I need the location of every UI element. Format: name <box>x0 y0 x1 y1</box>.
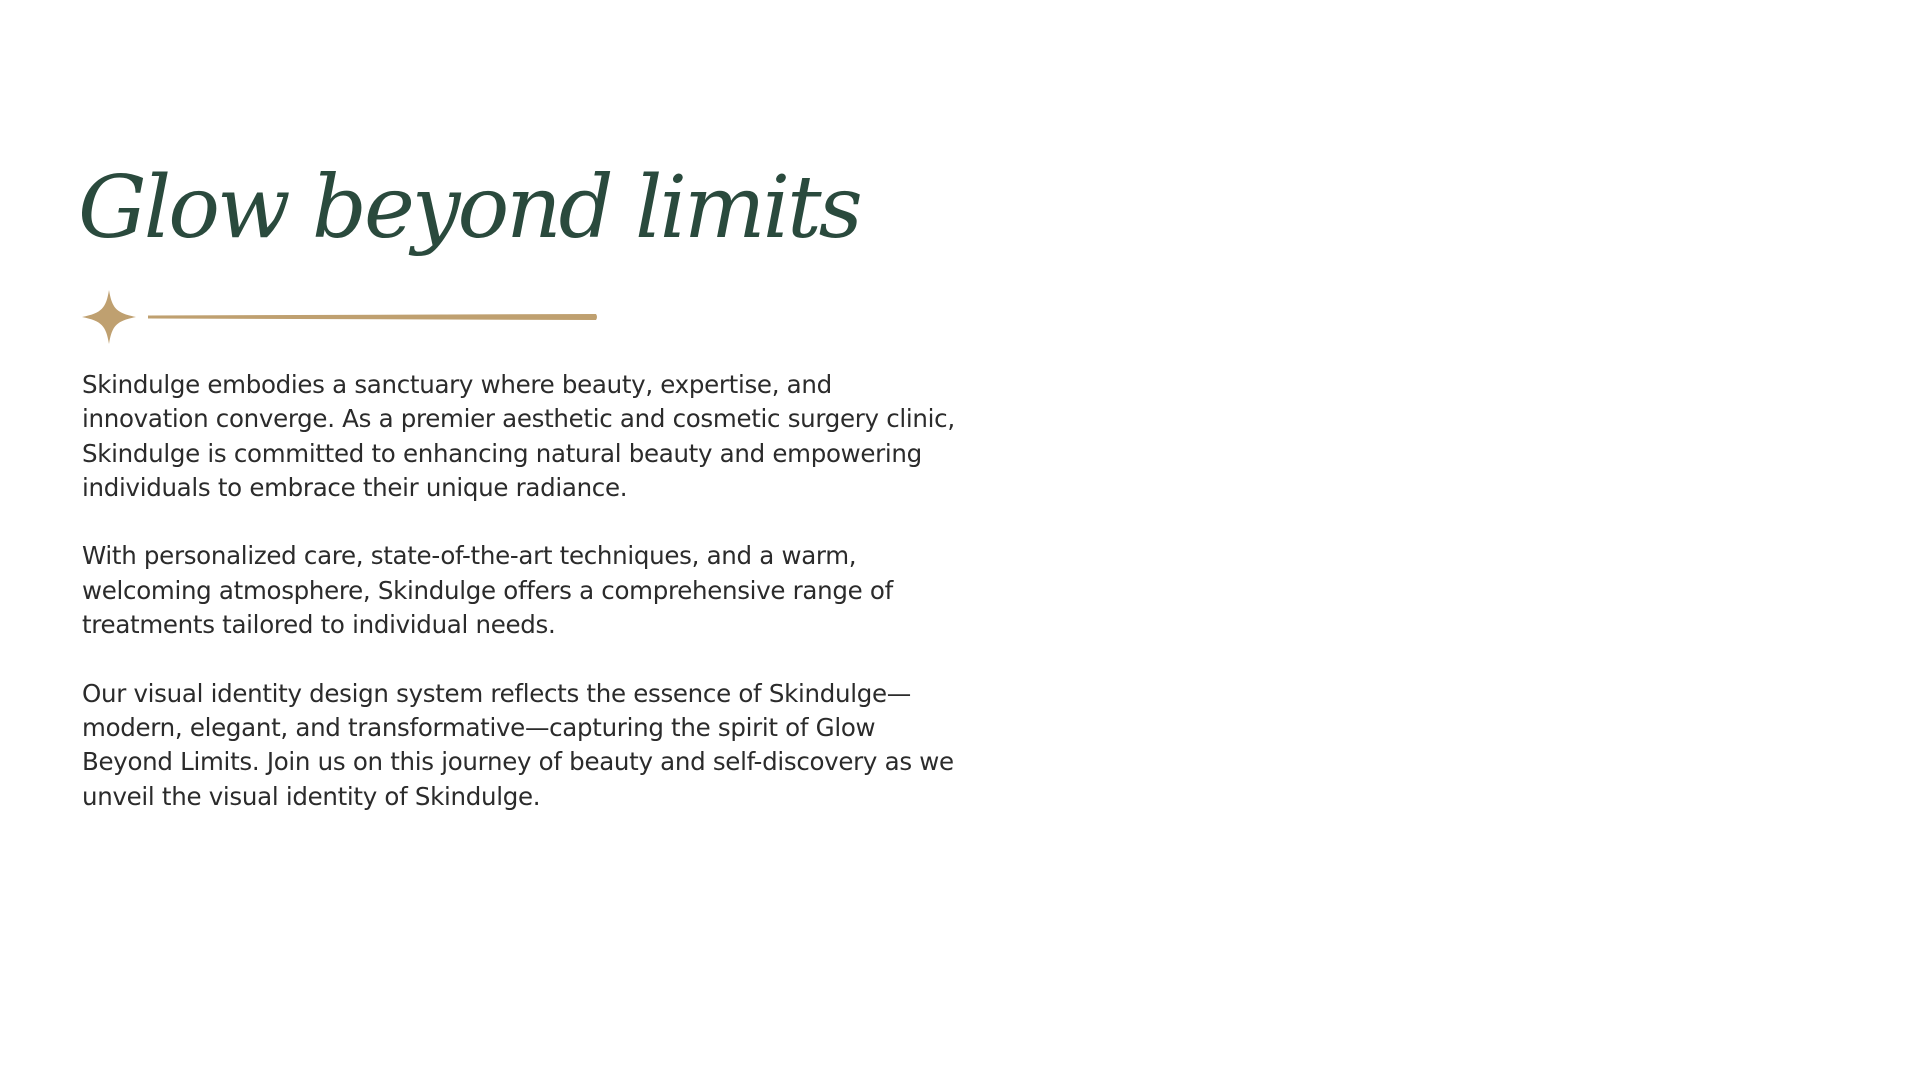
identity-paragraph: Our visual identity design system reflects the essence of Skindulge—modern, elegant, and transformative—capturing the spirit of Glow Beyond Limits. Join us on this journey of beauty and self-discovery as we unveil the visual identity of Skindulge. <box>82 678 954 811</box>
intro-paragraph: Skindulge embodies a sanctuary where beauty, expertise, and innovation converge. As a premier aesthetic and cosmetic surgery clinic, Skindulge is committed to enhancing natural beauty and empowering individuals to embrace their unique radiance. <box>82 370 955 502</box>
page-title: Glow beyond limits <box>78 158 860 258</box>
services-paragraph: With personalized care, state-of-the-art techniques, and a warm, welcoming atmosphere, Skindulge offers a comprehensive range of treatments tailored to individual needs. <box>82 541 893 640</box>
four-point-sparkle-icon <box>82 290 136 344</box>
body-copy <box>82 368 962 848</box>
decorative-divider <box>82 288 602 348</box>
divider-line <box>148 314 597 320</box>
